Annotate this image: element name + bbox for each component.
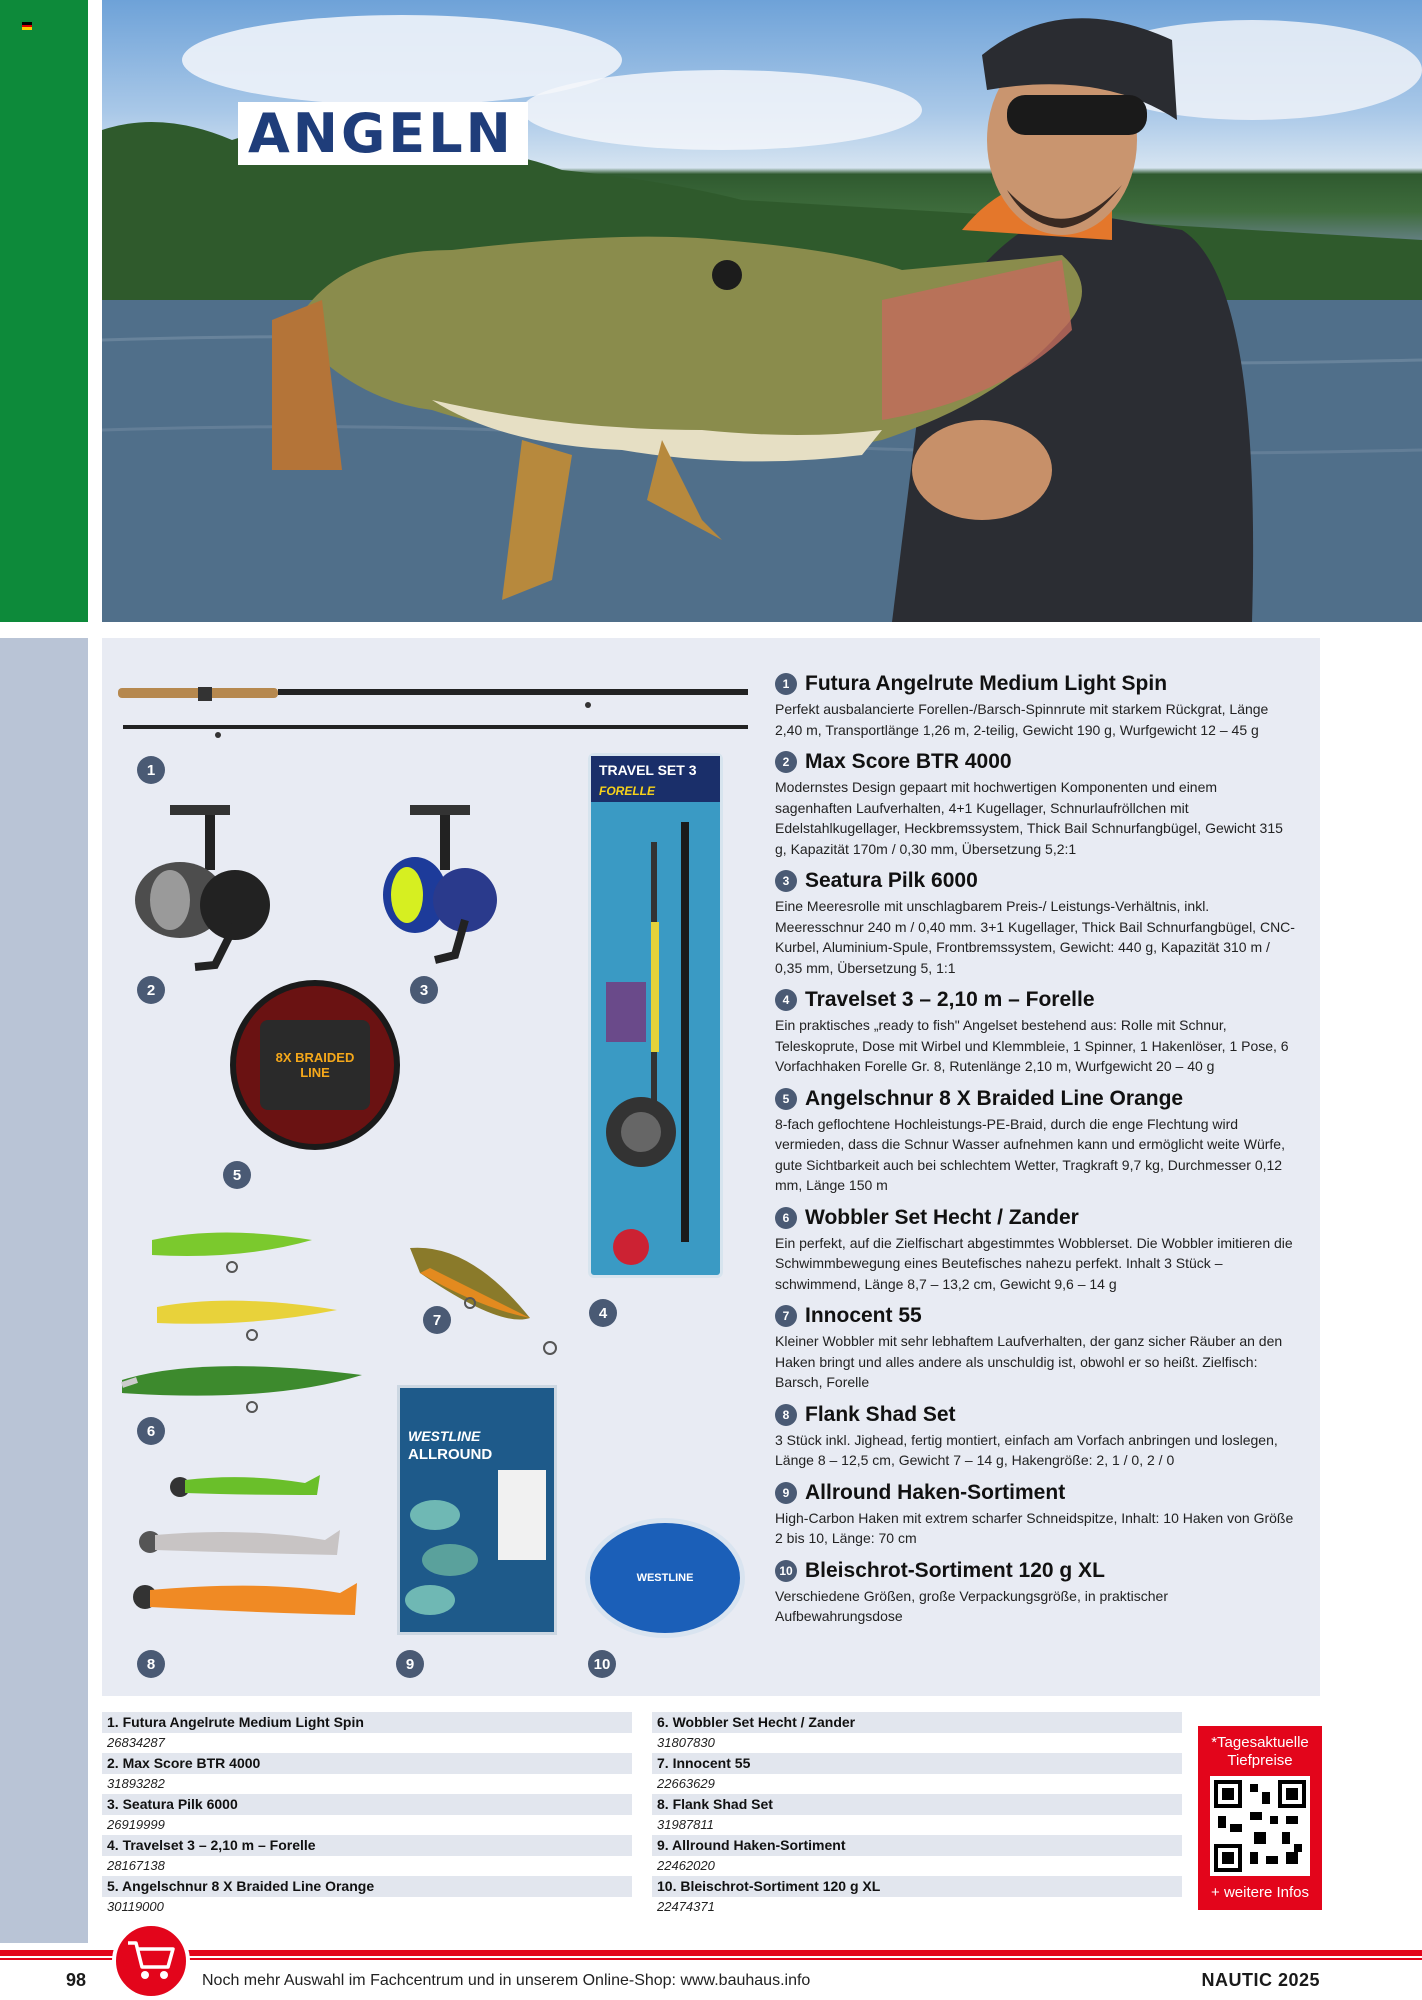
product-title: Max Score BTR 4000: [805, 750, 1012, 773]
product-number: 1: [775, 673, 797, 695]
sea-reel-image: [375, 805, 525, 975]
product-title: Bleischrot-Sortiment 120 g XL: [805, 1558, 1105, 1582]
article-name: 5. Angelschnur 8 X Braided Line Orange: [102, 1876, 632, 1897]
catalog-name: NAUTIC 2025: [1201, 1970, 1320, 1990]
product-5: [775, 1087, 1295, 1196]
product-2: [775, 750, 1295, 859]
product-3: [775, 869, 1295, 978]
travel-set-image: [588, 753, 723, 1278]
article-name: 4. Travelset 3 – 2,10 m – Forelle: [102, 1835, 632, 1856]
product-badge-4: 4: [589, 1299, 617, 1327]
article-name: 9. Allround Haken-Sortiment: [652, 1835, 1182, 1856]
flank-shad-image: [125, 1465, 365, 1635]
qr-promo-box[interactable]: [1198, 1726, 1322, 1910]
product-title: Innocent 55: [805, 1304, 922, 1327]
product-10: [775, 1559, 1295, 1627]
product-badge-6: 6: [137, 1417, 165, 1445]
product-number: 9: [775, 1482, 797, 1504]
product-badge-2: 2: [137, 976, 165, 1004]
innocent-wobbler-image: [400, 1238, 570, 1368]
article-name: 7. Innocent 55: [652, 1753, 1182, 1774]
forelle-label: FORELLE: [591, 784, 720, 802]
product-title: Travelset 3 – 2,10 m – Forelle: [805, 988, 1095, 1011]
article-row: [652, 1753, 1182, 1794]
braided-label: 8X BRAIDED LINE: [260, 1020, 370, 1110]
product-title: Angelschnur 8 X Braided Line Orange: [805, 1086, 1184, 1110]
fishing-rod-image: [118, 683, 748, 753]
product-9: [775, 1481, 1295, 1549]
article-name: 6. Wobbler Set Hecht / Zander: [652, 1712, 1182, 1733]
article-name: 2. Max Score BTR 4000: [102, 1753, 632, 1774]
article-table-left: [102, 1712, 632, 1917]
article-code: 26834287: [107, 1735, 165, 1750]
article-row: [102, 1712, 632, 1753]
side-bar-blue: [0, 638, 88, 1943]
product-title: Futura Angelrute Medium Light Spin: [805, 672, 1168, 695]
qr-code-icon[interactable]: [1210, 1776, 1310, 1876]
article-row: [652, 1712, 1182, 1753]
article-name: 1. Futura Angelrute Medium Light Spin: [102, 1712, 632, 1733]
product-8: [775, 1403, 1295, 1471]
allround-label: ALLROUND: [408, 1446, 493, 1463]
product-title: Seatura Pilk 6000: [805, 869, 978, 892]
product-text: Modernstes Design gepaart mit hochwertigen Komponenten und einem sagenhaften Laufverhalten, 4+1 Kugellager, Schnurlaufröllchen mit Edelstahlkugellager, Heckbremssystem, Thick Bail Schnurfangbügel, Gewicht 315 g, Kapazität 170m / 0,30 mm, Übersetzung 5,2:1: [775, 779, 1283, 857]
footer-divider: [0, 1950, 1422, 1956]
article-row: [102, 1876, 632, 1917]
product-title: Flank Shad Set: [805, 1402, 956, 1426]
travel-set-label: TRAVEL SET 3: [591, 756, 720, 784]
hook-assortment-image: [397, 1385, 557, 1635]
product-description-list: [775, 672, 1295, 1637]
article-row: [652, 1794, 1182, 1835]
side-bar-green: [0, 0, 88, 622]
product-number: 3: [775, 870, 797, 892]
qr-bottom-text: + weitere Infos: [1211, 1884, 1309, 1901]
product-text: Verschiedene Größen, große Verpackungsgröße, in praktischer Aufbewahrungsdose: [775, 1587, 1168, 1624]
product-text: Kleiner Wobbler mit sehr lebhaftem Laufverhalten, der ganz sicher Räuber an den Haken bringt und alles andere als unschuldig ist, obwohl er so heißt. Zielfisch: Barsch, Forelle: [775, 1333, 1283, 1390]
product-number: 8: [775, 1404, 797, 1426]
product-text: 8-fach geflochtene Hochleistungs-PE-Braid, durch die enge Flechtung wird vermieden, dass die Schnur Wasser aufnehmen kann und ermöglicht weite Würfe, gute Sichtbarkeit auch bei schlechtem Wetter, Tragkraft 9,7 kg, Durchmesser 0,12 mm, Länge 150 m: [775, 1115, 1285, 1193]
product-number: 6: [775, 1207, 797, 1229]
cart-icon[interactable]: [112, 1922, 190, 2000]
product-number: 10: [775, 1560, 797, 1582]
page-number: 98: [66, 1970, 87, 1990]
article-code: 31893282: [107, 1776, 165, 1791]
article-name: 10. Bleischrot-Sortiment 120 g XL: [652, 1876, 1182, 1897]
article-code: 31987811: [657, 1817, 714, 1832]
product-text: Ein praktisches „ready to fish" Angelset bestehend aus: Rolle mit Schnur, Teleskoprute, Dose mit Wirbel und Klemmbleie, 1 Spinner, 1 Hakenlöser, 1 Pose, 6 Vorfachhaken Forelle Gr. 8, Rutenlänge 2,10 m, Wurfgewicht 20 – 40 g: [775, 1017, 1289, 1074]
product-text: Ein perfekt, auf die Zielfischart abgestimmtes Wobblerset. Die Wobbler imitieren die Schwimmbewegung eines Beutefisches nahezu perfekt. Inhalt 3 Stück – schwimmend, Länge 8,7 – 13,2 cm, Gewicht 9,6 – 14 g: [775, 1234, 1293, 1292]
page-title: ANGELN: [238, 102, 528, 165]
product-badge-9: 9: [396, 1650, 424, 1678]
product-title: Wobbler Set Hecht / Zander: [805, 1205, 1079, 1229]
article-code: 22474371: [657, 1899, 715, 1914]
article-name: 8. Flank Shad Set: [652, 1794, 1182, 1815]
product-text: High-Carbon Haken mit extrem scharfer Schneidspitze, Inhalt: 10 Haken von Größe 2 bis 10, Länge: 70 cm: [775, 1509, 1294, 1546]
article-row: [652, 1876, 1182, 1917]
article-code: 22462020: [657, 1858, 715, 1873]
product-number: 4: [775, 989, 797, 1011]
product-text: Eine Meeresrolle mit unschlagbarem Preis-/ Leistungs-Verhältnis, inkl. Meeresschnur 240 m / 0,40 mm. 3+1 Kugellager, Thick Bail Schnurfangbügel, CNC-Kurbel, Aluminium-Spule, Frontbremssystem, Gewicht: 440 g, Kapazität 310 m / 0,35 mm, Übersetzung 5, 1:1: [775, 898, 1295, 976]
product-badge-5: 5: [223, 1161, 251, 1189]
product-badge-7: 7: [423, 1306, 451, 1334]
sinker-box-image: [585, 1518, 745, 1638]
wobbler-set-image: [112, 1225, 382, 1420]
article-row: [102, 1753, 632, 1794]
article-name: 3. Seatura Pilk 6000: [102, 1794, 632, 1815]
article-code: 31807830: [657, 1735, 715, 1750]
spinning-reel-image: [125, 805, 295, 975]
article-row: [652, 1835, 1182, 1876]
product-text: 3 Stück inkl. Jighead, fertig montiert, einfach am Vorfach anbringen und loslegen, Länge 8 – 12,5 cm, Gewicht 7 – 14 g, Hakengröße: 2, 1 / 0, 2 / 0: [775, 1431, 1278, 1468]
product-6: [775, 1206, 1295, 1295]
footer-divider-thin: [0, 1958, 1422, 1960]
flag-icon: [22, 22, 32, 30]
braided-line-image: [230, 980, 400, 1150]
westline-label: WESTLINE: [408, 1428, 481, 1444]
product-1: [775, 672, 1295, 740]
product-title: Allround Haken-Sortiment: [805, 1480, 1066, 1504]
product-number: 2: [775, 751, 797, 773]
article-code: 28167138: [107, 1858, 165, 1873]
footer-shop-text: Noch mehr Auswahl im Fachcentrum und in unserem Online-Shop: www.bauhaus.info: [202, 1972, 811, 1989]
product-text: Perfekt ausbalancierte Forellen-/Barsch-Spinnrute mit starkem Rückgrat, Länge 2,40 m, Transportlänge 1,26 m, 2-teilig, Gewicht 190 g, Wurfgewicht 12 – 45 g: [775, 701, 1269, 738]
product-badge-3: 3: [410, 976, 438, 1004]
product-7: [775, 1304, 1295, 1393]
product-badge-8: 8: [137, 1650, 165, 1678]
article-code: 26919999: [107, 1817, 165, 1832]
product-4: [775, 988, 1295, 1077]
product-number: 5: [775, 1088, 797, 1110]
product-badge-1: 1: [137, 756, 165, 784]
hero-photo: [102, 0, 1422, 622]
article-code: 30119000: [107, 1899, 164, 1914]
article-row: [102, 1835, 632, 1876]
product-number: 7: [775, 1305, 797, 1327]
qr-top-text: *Tagesaktuelle Tiefpreise: [1211, 1734, 1309, 1769]
product-badge-10: 10: [588, 1650, 616, 1678]
article-table-right: [652, 1712, 1182, 1917]
article-row: [102, 1794, 632, 1835]
article-code: 22663629: [657, 1776, 715, 1791]
westline-spool-label: WESTLINE: [636, 1572, 694, 1584]
